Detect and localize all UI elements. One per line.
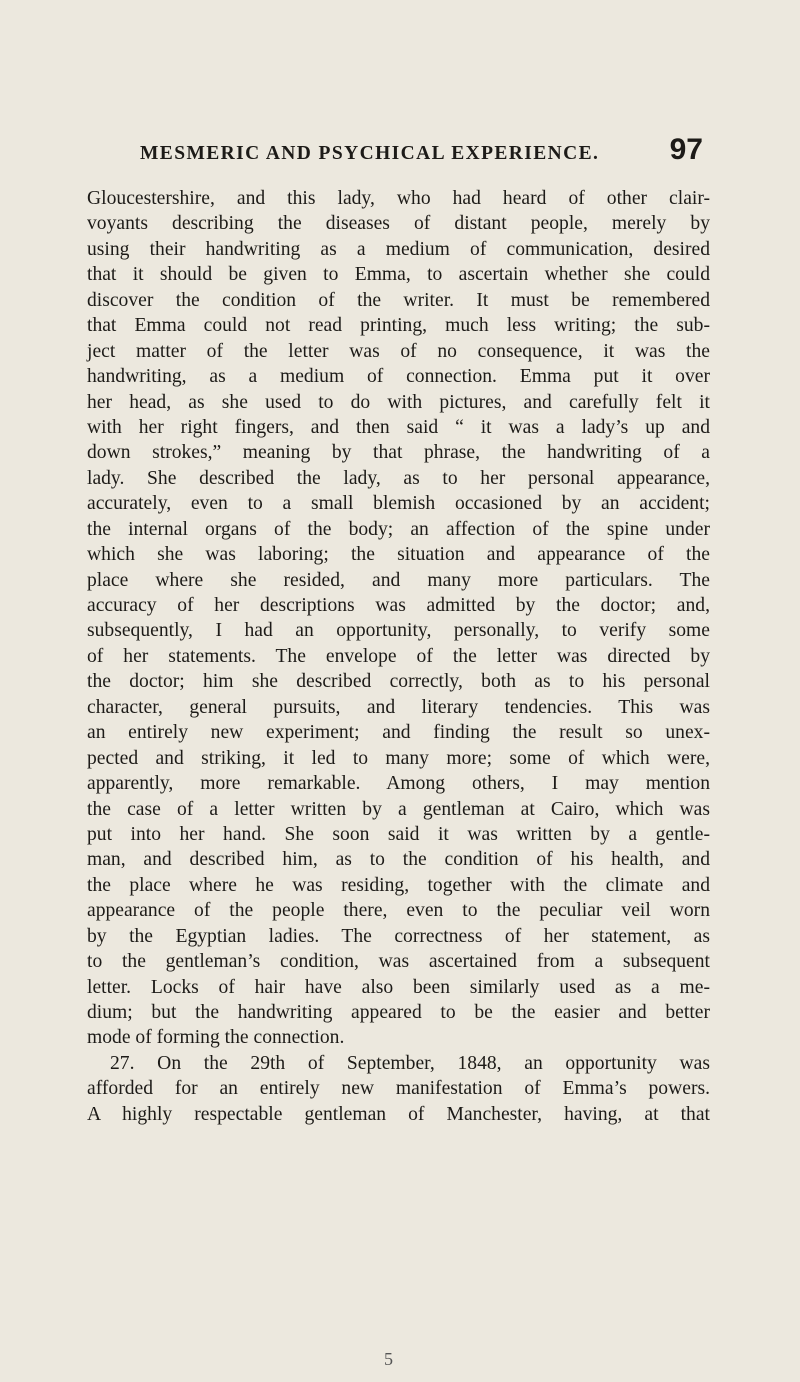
text-line: afforded for an entirely new manifestation of Emma’s powers. [87, 1078, 710, 1100]
text-line: of her statements. The envelope of the letter was directed by [87, 645, 710, 667]
text-line: Gloucestershire, and this lady, who had heard of other clair- [87, 188, 710, 209]
running-title: MESMERIC AND PSYCHICAL EXPERIENCE. [140, 143, 600, 164]
text-line: apparently, more remarkable. Among others, I may mention [87, 773, 710, 795]
text-line: the case of a letter written by a gentleman at Cairo, which was [87, 798, 710, 820]
signature-mark: 5 [384, 1349, 393, 1369]
text-line: put into her hand. She soon said it was written by a gentle- [87, 823, 710, 845]
text-line: dium; but the handwriting appeared to be the easier and better [87, 1002, 710, 1023]
text-line: place where she resided, and many more particulars. The [87, 569, 710, 591]
text-line: handwriting, as a medium of connection. Emma put it over [87, 366, 710, 388]
text-line: appearance of the people there, even to the peculiar veil worn [87, 900, 710, 922]
text-line: 27. On the 29th of September, 1848, an opportunity was [110, 1052, 710, 1074]
text-line: letter. Locks of hair have also been similarly used as a me- [87, 976, 710, 998]
text-line: that Emma could not read printing, much less writing; the sub- [87, 315, 710, 337]
text-line: mode of forming the connection. [87, 1027, 345, 1049]
text-line: accuracy of her descriptions was admitted by the doctor; and, [87, 595, 710, 616]
text-line: voyants describing the diseases of distant people, merely by [87, 213, 710, 235]
text-line: discover the condition of the writer. It must be remembered [87, 289, 710, 311]
text-line: ject matter of the letter was of no consequence, it was the [87, 340, 710, 362]
running-head [140, 133, 703, 169]
text-line: the doctor; him she described correctly, both as to his personal [87, 671, 710, 693]
text-line: accurately, even to a small blemish occasioned by an accident; [87, 493, 710, 515]
text-line: with her right fingers, and then said “ it was a lady’s up and [87, 416, 710, 438]
text-line: A highly respectable gentleman of Manchester, having, at that [87, 1103, 710, 1125]
page-number: 97 [669, 133, 703, 166]
text-line: that it should be given to Emma, to ascertain whether she could [87, 264, 710, 286]
text-line: pected and striking, it led to many more; some of which were, [87, 747, 710, 769]
text-line: the place where he was residing, together with the climate and [87, 874, 710, 896]
text-line: man, and described him, as to the condition of his health, and [87, 849, 710, 871]
text-line: the internal organs of the body; an affection of the spine under [87, 518, 710, 540]
text-line: by the Egyptian ladies. The correctness of her statement, as [87, 925, 710, 947]
text-line: down strokes,” meaning by that phrase, the handwriting of a [87, 442, 710, 464]
text-line: using their handwriting as a medium of communication, desired [87, 238, 710, 260]
text-line: lady. She described the lady, as to her personal appearance, [87, 467, 710, 489]
text-line: which she was laboring; the situation and appearance of the [87, 544, 710, 566]
text-line: her head, as she used to do with pictures, and carefully felt it [87, 391, 710, 413]
text-line: to the gentleman’s condition, was ascertained from a subsequent [87, 951, 710, 973]
text-line: an entirely new experiment; and finding the result so unex- [87, 722, 710, 744]
text-line: subsequently, I had an opportunity, personally, to verify some [87, 620, 710, 642]
body-text [87, 186, 710, 1127]
text-line: character, general pursuits, and literary tendencies. This was [87, 696, 710, 718]
